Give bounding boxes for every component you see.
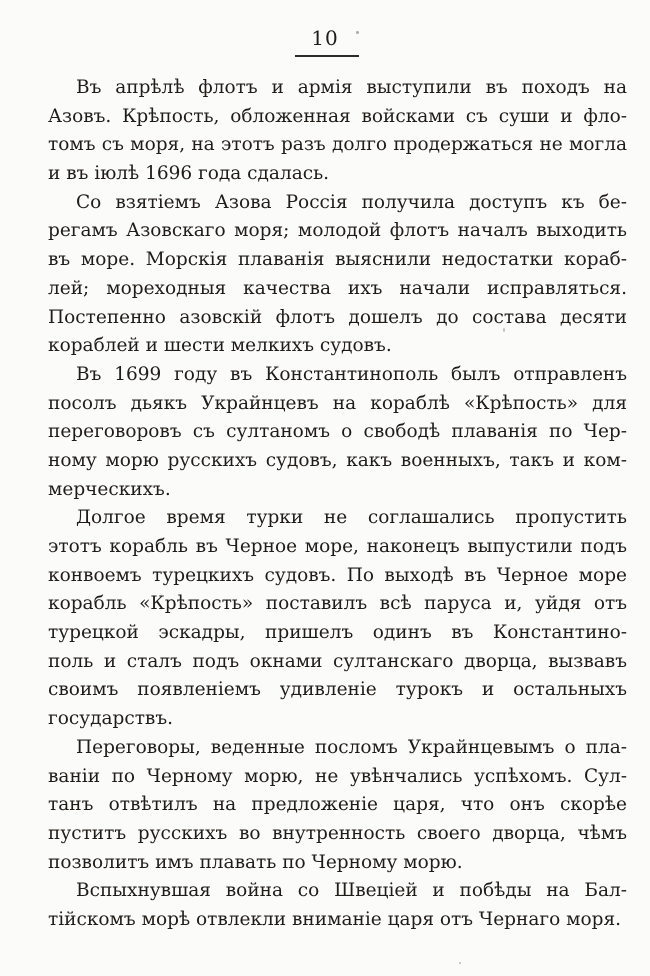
text-line: мерческихъ.	[48, 478, 171, 500]
text-line: Переговоры, веденные посломъ Украйнцевымъ о пла-	[76, 736, 627, 758]
text-line: тійскомъ морѣ отвлекли вниманіе царя отъ Чернаго моря.	[48, 908, 622, 930]
text-line: ному морю русскихъ судовъ, какъ военныхъ, такъ и ком-	[48, 449, 627, 471]
text-line: пуститъ русскихъ во внутренность своего дворца, чѣмъ	[48, 822, 627, 844]
text-line: ваніи по Черному морю, не увѣнчались успѣхомъ. Сул-	[48, 765, 627, 787]
paragraph	[48, 189, 627, 361]
text-line: государствъ.	[48, 708, 174, 730]
text-line: въ море. Морскія плаванія выяснили недостатки кораб-	[48, 249, 627, 271]
text-line: своимъ появленіемъ удивленіе турокъ и остальныхъ	[48, 679, 627, 701]
page-header	[0, 26, 650, 50]
text-line: Въ 1699 году въ Константинополь былъ отправленъ	[76, 363, 627, 385]
text-line: Долгое время турки не соглашались пропустить	[76, 507, 627, 529]
paragraph	[48, 734, 627, 877]
text-line: лей; мореходныя качества ихъ начали исправляться.	[48, 277, 627, 299]
text-line: Азовъ. Крѣпость, обложенная войсками съ суши и фло-	[48, 105, 627, 127]
paragraph	[48, 504, 627, 734]
text-line: кораблей и шести мелкихъ судовъ.	[48, 335, 392, 357]
text-line: корабль «Крѣпость» поставилъ всѣ паруса и, уйдя отъ	[48, 593, 627, 615]
text-line: Постепенно азовскій флотъ дошелъ до состава десяти	[48, 306, 627, 328]
text-line: этотъ корабль въ Черное море, наконецъ выпустили подъ	[48, 536, 627, 557]
scan-speck	[356, 31, 359, 34]
paragraph	[48, 361, 627, 504]
text-line: танъ отвѣтилъ на предложеніе царя, что онъ скорѣе	[48, 794, 627, 816]
text-line: переговоровъ съ султаномъ о свободѣ плаванія по Чер-	[48, 421, 627, 443]
text-line: регамъ Азовскаго моря; молодой флотъ началъ выходить	[48, 220, 627, 242]
header-rule	[295, 55, 359, 57]
text-line: позволитъ имъ плавать по Черному морю.	[48, 851, 463, 873]
text-line: томъ съ моря, на этотъ разъ долго продержаться не могла	[48, 134, 627, 156]
text-line: турецкой эскадры, пришелъ одинъ въ Константино-	[48, 622, 627, 644]
scan-speck	[459, 962, 461, 964]
text-line: поль и сталъ подъ окнами султанскаго дворца, вызвавъ	[48, 650, 627, 672]
text-body	[48, 74, 627, 935]
paragraph	[48, 877, 627, 934]
text-line: и въ іюлѣ 1696 года сдалась.	[48, 163, 330, 185]
paragraph	[48, 74, 627, 189]
text-line: Вспыхнувшая война со Швеціей и побѣды на Бал-	[76, 880, 627, 902]
scan-speck	[503, 328, 505, 332]
text-line: посолъ дьякъ Украйнцевъ на кораблѣ «Крѣпость» для	[48, 392, 627, 414]
text-line: Со взятіемъ Азова Россія получила доступъ къ бе-	[76, 191, 627, 213]
page-number: 10	[311, 26, 339, 50]
text-line: конвоемъ турецкихъ судовъ. По выходѣ въ Черное море	[48, 564, 627, 586]
text-line: Въ апрѣлѣ флотъ и армія выступили въ походъ на	[76, 77, 627, 98]
